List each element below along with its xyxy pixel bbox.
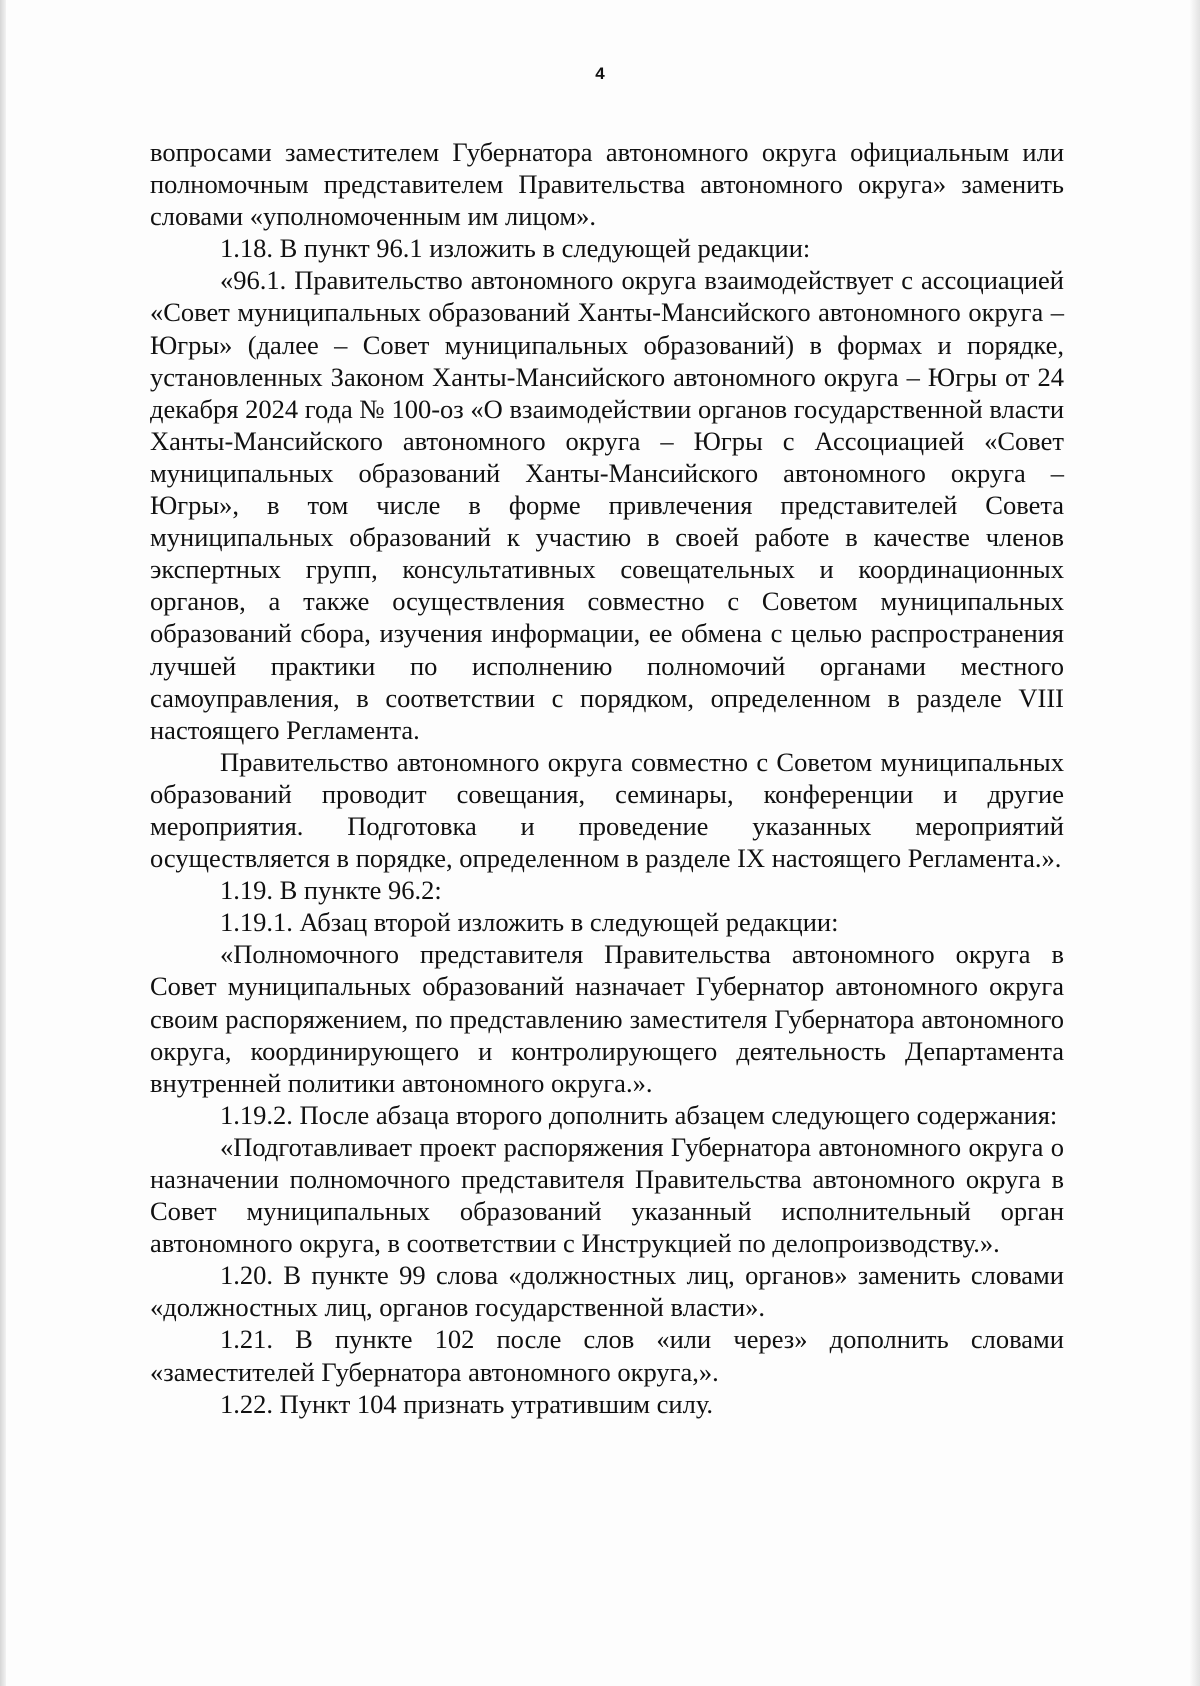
paragraph-item-1-21: 1.21. В пункте 102 после слов «или через» дополнить словами «заместителей Губернатора автономного округа,».: [150, 1324, 1064, 1387]
paragraph-item-1-19: 1.19. В пункте 96.2:: [220, 875, 442, 906]
paragraph-item-1-19-2: 1.19.2. После абзаца второго дополнить абзацем следующего содержания:: [220, 1099, 1058, 1130]
paragraph-item-1-22: 1.22. Пункт 104 признать утратившим силу.: [220, 1388, 714, 1419]
paragraph-quote-96-1: «96.1. Правительство автономного округа взаимодействует с ассоциацией «Совет муниципальных образований Ханты-Мансийского автономного округа – Югры» (далее – Совет муниципальных образований) в формах и порядке, установленных Законом Ханты-Мансийского автономного округа – Югры от 24 декабря 2024 года № 100-оз «О взаимодействии органов государственной власти Ханты-Мансийского автономного округа – Югры с Ассоциацией «Совет муниципальных образований Ханты-Мансийского автономного округа – Югры», в том числе в форме привлечения представителей Совета муниципальных образований к участию в своей работе в качестве членов экспертных групп, консультативных совещательных и координационных органов, а также осуществления совместно с Советом муниципальных образований сбора, изучения информации, ее обмена с целью распространения лучшей практики по исполнению полномочий органами местного самоуправления, в соответствии с порядком, определенном в разделе VIII настоящего Регламента.: [150, 265, 1064, 745]
scan-edge-right: [1190, 0, 1200, 1686]
paragraph-item-1-18: 1.18. В пункт 96.1 изложить в следующей редакции:: [220, 233, 811, 264]
document-body: [150, 136, 1064, 1420]
paragraph-continuation: вопросами заместителем Губернатора автономного округа официальным или полномочным представителем Правительства автономного округа» заменить словами «уполномоченным им лицом».: [150, 137, 1064, 232]
page-number: 4: [595, 64, 605, 83]
paragraph-item-1-19-1: 1.19.1. Абзац второй изложить в следующей редакции:: [220, 907, 839, 938]
scan-edge-left: [0, 0, 6, 1686]
paragraph-quote-prepares: «Подготавливает проект распоряжения Губернатора автономного округа о назначении полномочного представителя Правительства автономного округа в Совет муниципальных образований указанный исполнительный орган автономного округа, в соответствии с Инструкцией по делопроизводству.».: [150, 1131, 1064, 1259]
paragraph-quote-representative: «Полномочного представителя Правительства автономного округа в Совет муниципальных образований назначает Губернатор автономного округа своим распоряжением, по представлению заместителя Губернатора автономного округа, координирующего и контролирующего деятельность Департамента внутренней политики автономного округа.».: [150, 939, 1064, 1098]
paragraph-government-events: Правительство автономного округа совместно с Советом муниципальных образований проводит совещания, семинары, конференции и другие мероприятия. Подготовка и проведение указанных мероприятий осуществляется в порядке, определенном в разделе IX настоящего Регламента.».: [150, 746, 1064, 874]
paragraph-item-1-20: 1.20. В пункте 99 слова «должностных лиц, органов» заменить словами «должностных лиц, органов государственной власти».: [150, 1260, 1064, 1323]
